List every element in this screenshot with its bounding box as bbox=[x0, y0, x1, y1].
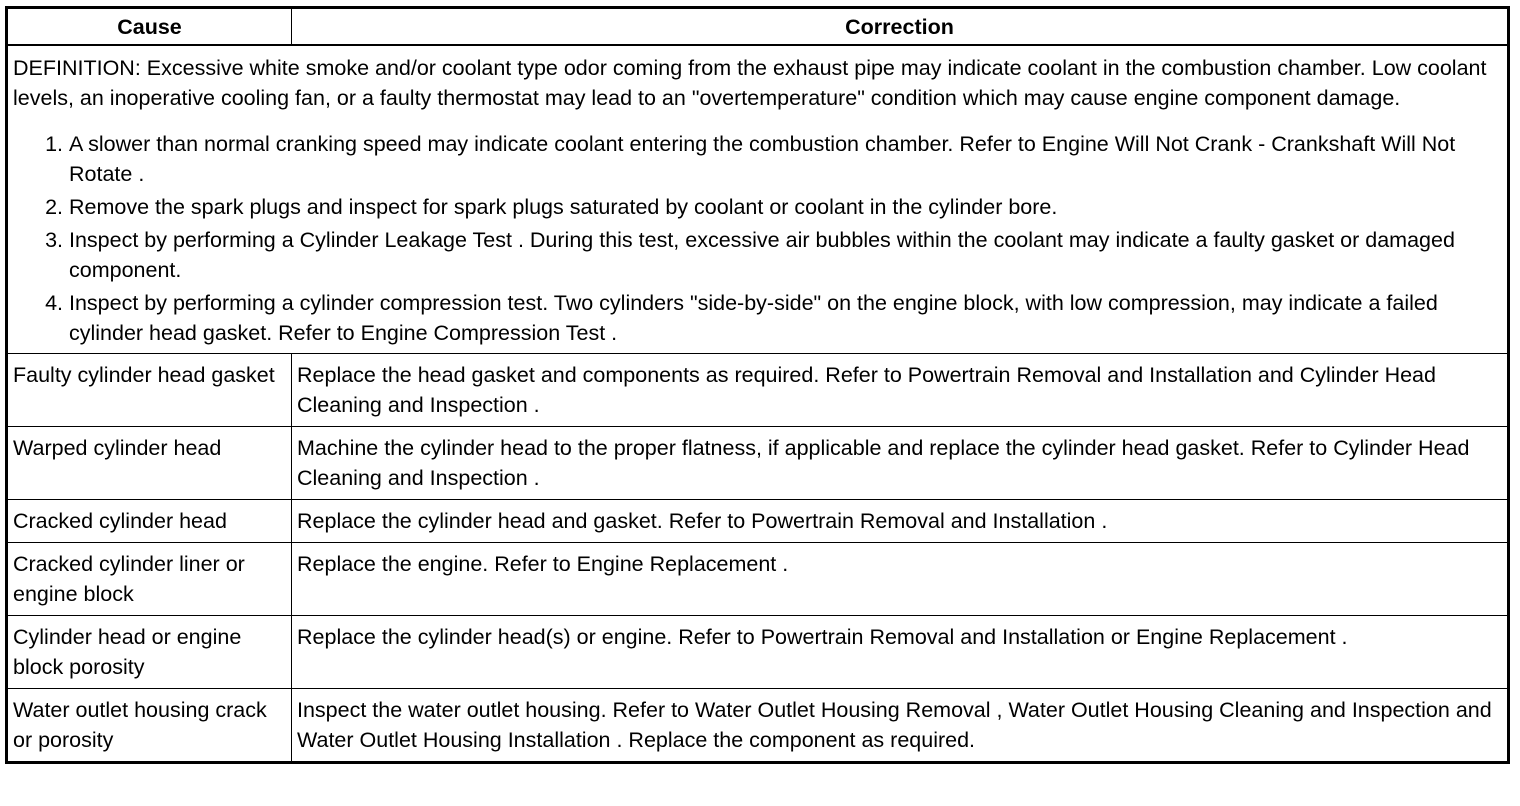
correction-cell: Replace the engine. Refer to Engine Replacement . bbox=[292, 543, 1509, 616]
table-row bbox=[7, 500, 1509, 543]
table-row bbox=[7, 427, 1509, 500]
definition-row bbox=[7, 45, 1509, 354]
table-row bbox=[7, 689, 1509, 763]
diagnostic-step: 4. Inspect by performing a cylinder compression test. Two cylinders "side-by-side" on the engine block, with low compression, may indicate a failed cylinder head gasket. Refer to Engine Compression Test . bbox=[69, 288, 1502, 348]
header-row bbox=[7, 8, 1509, 46]
definition-text: DEFINITION: Excessive white smoke and/or coolant type odor coming from the exhaust pipe may indicate coolant in the combustion chamber. Low coolant levels, an inoperative cooling fan, or a faulty thermostat may lead to an "overtemperature" condition which may cause engine component damage. bbox=[13, 56, 1487, 110]
cause-cell: Faulty cylinder head gasket bbox=[7, 354, 292, 427]
diagnostic-step: 3. Inspect by performing a Cylinder Leakage Test . During this test, excessive air bubbles within the coolant may indicate a faulty gasket or damaged component. bbox=[69, 225, 1502, 285]
diagnostic-table bbox=[5, 6, 1510, 764]
correction-cell: Machine the cylinder head to the proper flatness, if applicable and replace the cylinder head gasket. Refer to Cylinder Head Cleaning and Inspection . bbox=[292, 427, 1509, 500]
cause-cell: Cylinder head or engine block porosity bbox=[7, 616, 292, 689]
correction-cell: Replace the cylinder head(s) or engine. Refer to Powertrain Removal and Installation or Engine Replacement . bbox=[292, 616, 1509, 689]
cause-cell: Cracked cylinder head bbox=[7, 500, 292, 543]
diagnostic-steps-list bbox=[13, 129, 1502, 348]
cause-cell: Water outlet housing crack or porosity bbox=[7, 689, 292, 763]
table-row bbox=[7, 354, 1509, 427]
table-row bbox=[7, 616, 1509, 689]
correction-cell: Replace the head gasket and components as required. Refer to Powertrain Removal and Installation and Cylinder Head Cleaning and Inspection . bbox=[292, 354, 1509, 427]
cause-cell: Warped cylinder head bbox=[7, 427, 292, 500]
diagnostic-step: 1. A slower than normal cranking speed may indicate coolant entering the combustion chamber. Refer to Engine Will Not Crank - Crankshaft Will Not Rotate . bbox=[69, 129, 1502, 189]
correction-cell: Inspect the water outlet housing. Refer to Water Outlet Housing Removal , Water Outlet Housing Cleaning and Inspection and Water Outlet Housing Installation . Replace the component as required. bbox=[292, 689, 1509, 763]
cause-column-header: Cause bbox=[7, 8, 292, 46]
definition-cell bbox=[7, 45, 1509, 354]
table-row bbox=[7, 543, 1509, 616]
diagnostic-step: 2. Remove the spark plugs and inspect for spark plugs saturated by coolant or coolant in the cylinder bore. bbox=[69, 192, 1502, 222]
correction-cell: Replace the cylinder head and gasket. Refer to Powertrain Removal and Installation . bbox=[292, 500, 1509, 543]
correction-column-header: Correction bbox=[292, 8, 1509, 46]
cause-cell: Cracked cylinder liner or engine block bbox=[7, 543, 292, 616]
